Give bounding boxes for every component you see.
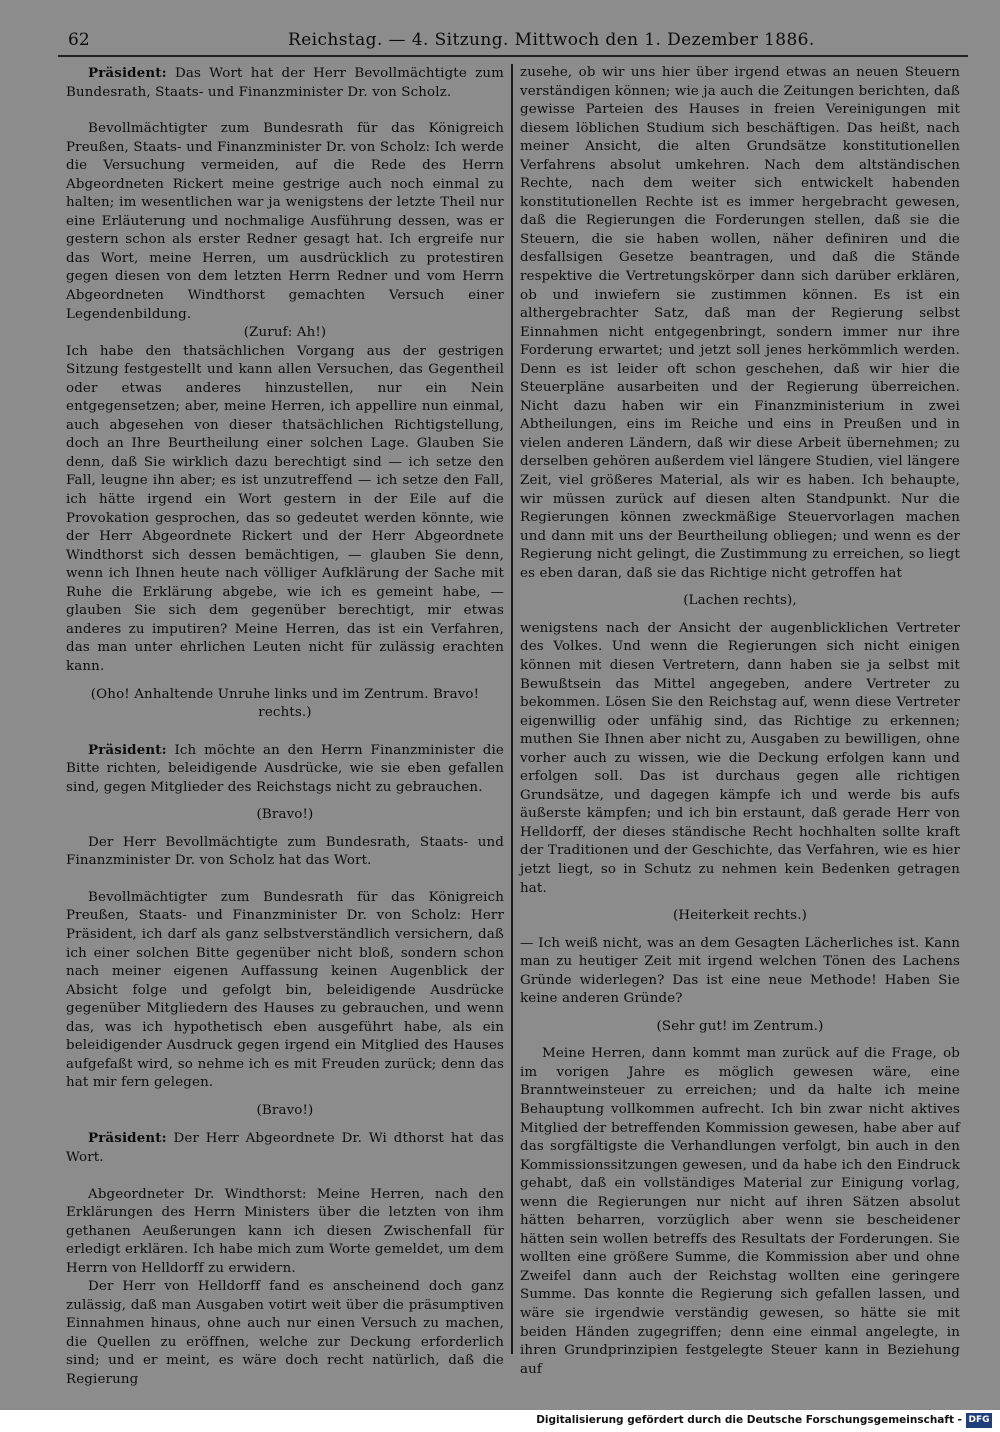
footer-bar [0,1410,1000,1432]
interjection: (Bravo!) [256,807,314,823]
paragraph: wenigstens nach der Ansicht der augenblicklichen Vertreter des Volkes. Und wenn die Regierungen sich nicht einigen können mit diesen Vertretern, dann haben sie ja selbst mit Bewußtsein das Mittel angegeben, andere Vertreter zu bekommen. Lösen Sie den Reichstag auf, wenn diese Vertreter eigenwillig oder unfähig sind, das Richtige zu erkennen; muthen Sie Ihnen aber nicht zu, Ausgaben zu bewilligen, ohne vorher auch zu wissen, wie die Deckung erfolgen kann und erfolgen soll. Das ist durchaus gegen alle richtigen Grundsätze, und dagegen kämpfe ich und werde bis aufs äußerste kämpfen; und ich bin erstaunt, daß gerade Herr von Helldorff, der dieses ständische Recht hochhalten sollte kraft der Traditionen und der Geschichte, das Verfahren, wie es hier jetzt liegt, so in Schutz zu nehmen kein Bedenken getragen hat. [520,620,960,896]
paragraph: Bevollmächtigter zum Bundesrath für das Königreich Preußen, Staats- und Finanzminister Dr. von Scholz: Ich werde die Versuchung vermeiden, auf die Rede des Herrn Abgeordneten Rickert meine gestrige auch noch einmal zu halten; im wesentlichen war ja wenigstens der letzte Theil nur eine Erläuterung und nochmalige Ausführung dessen, was er gestern schon als erster Redner gesagt hat. Ich ergreife nur das Wort, meine Herren, um ausdrücklich zu protestiren gegen diesen von dem letzten Herrn Redner und vom Herrn Abgeordneten Windthorst gemachten Versuch einer Legendenbildung. [66,121,504,322]
paragraph: zusehe, ob wir uns hier über irgend etwas an neuen Steuern verständigen können; wie ja auch die Zeitungen berichten, daß gewisse Parteien des Hauses in freien Vereinigungen mit diesem löblichen Studium sich beschäftigen. Das heißt, nach meiner Ansicht, die alten Grundsätze konstitutionellen Verfahrens absolut umkehren. Nach dem altständischen Rechte, nach dem weiter sich entwickelt habenden konstitutionellen Rechte ist es immer hergebracht gewesen, daß die Regierungen die Forderungen stellen, daß sie die Steuern, die sie haben wollen, näher definiren und die desfallsigen Gesetze beantragen, und daß die Stände respektive die Vertretungskörper dann sich darüber erklären, ob und inwiefern sie zustimmen können. Es ist ein althergebrachter Satz, daß man der Regierung selbst Einnahmen nicht entgegenbringt, sondern immer nur ihre Forderung erwartet; und jetzt soll jenes herkömmlich werden. Denn es ist leider oft schon geschehen, daß wir hier die Steuerpläne ausarbeiten und der Regierung überreichen. Nicht dazu haben wir ein Finanzministerium in zwei Abtheilungen, eins im Reiche und eins in Preußen und in vielen anderen Ländern, daß wir diese Arbeit übernehmen; zu derselben gehören außerdem viel längere Studien, viel längere Zeit, viel größeres Material, als wir es haben. Ich behaupte, wir müssen zurück auf diesen alten Standpunkt. Nur die Regierungen können zweckmäßige Steuervorlagen machen und dann mit uns der Beurtheilung obliegen; und wenn es der Regierung nicht gelingt, die Zustimmung zu erreichen, so liegt es eben daran, daß sie das Richtige nicht getroffen hat [520,65,960,581]
funding-note: Digitalisierung gefördert durch die Deutsche Forschungsgemeinschaft - [536,1414,962,1426]
speaker-label: Präsident: [88,1130,167,1147]
paragraph: Abgeordneter Dr. Windthorst: Meine Herren, nach den Erklärungen des Herrn Ministers über die letzten von ihm gethanen Aeußerungen kann ich diesen Zwischenfall für erledigt erklären. Ich habe mich zum Worte gemeldet, um dem Herrn von Helldorff zu erwidern. [66,1186,504,1276]
speaker-label: Präsident: [88,65,167,81]
paragraph: — Ich weiß nicht, was an dem Gesagten Lächerliches ist. Kann man zu heutiger Zeit mit irgend welchen Tönen des Lachens Gründe widerlegen? Das ist eine neue Methode! Haben Sie keine anderen Gründe? [520,935,960,1007]
interjection: (Bravo!) [256,1102,314,1118]
paragraph: Präsident: Das Wort hat der Herr Bevollmächtigte zum Bundesrath, Staats- und Finanzminister Dr. von Scholz. [66,65,504,100]
right-column [520,64,960,1379]
dfg-logo: DFG [966,1413,992,1428]
paragraph: Präsident: Ich möchte an den Herrn Finanzminister die Bitte richten, beleidigende Ausdrücke, wie sie eben gefallen sind, gegen Mitglieder des Reichstags nicht zu gebrauchen. [66,741,504,795]
paragraph: Der Herr von Helldorff fand es anscheinend doch ganz zulässig, daß man Ausgaben votirt weit über die präsumptiven Einnahmen hinaus, ohne auch nur einen Versuch zu machen, die Quellen zu eröffnen, welche zur Deckung erforderlich sind; und er meint, es wäre doch recht natürlich, daß die Regierung [66,1279,504,1387]
page-header [58,28,958,52]
page-number: 62 [68,30,90,50]
paragraph: Präsident: Der Herr Abgeordnete Dr. Wi dthorst hat das Wort. [66,1130,504,1165]
paragraph: Meine Herren, dann kommt man zurück auf die Frage, ob im vorigen Jahre es möglich gewesen wäre, eine Branntweinsteuer zu erreichen; und da halte ich meine Behauptung vollkommen aufrecht. Ich bin zwar nicht aktives Mitglied der betreffenden Kommission gewesen, habe aber auf das sorgfältigste die Verhandlungen verfolgt, bin auch in den Kommissionssitzungen gewesen, und da habe ich den Eindruck gehabt, daß ein vollständiges Material zur Einigung vorlag, wenn die Regierungen nur nicht auf ihren Sätzen absolut hätten beharren, vorzüglich aber wenn sie bescheidener hätten sein wollen betreffs des Resultats der Forderungen. Sie wollten eine größere Summe, die Kommission aber und ohne Zweifel dann auch der Reichstag wollten eine geringere Summe. Das konnte die Regierung sich gefallen lassen, und wäre sie irgendwie verständig gewesen, so hätte sie mit beiden Händen zugegriffen; denn eine einmal angelegte, in ihren Grundprinzipien festgelegte Steuer kann in Beziehung auf [520,1046,960,1377]
interjection: (Lachen rechts), [683,593,797,609]
interjection: (Zuruf: Ah!) [243,325,327,341]
left-column [66,64,504,1390]
header-rule [58,55,968,57]
speaker-label: Präsident: [88,741,167,758]
running-title: Reichstag. — 4. Sitzung. Mittwoch den 1. Dezember 1886. [288,30,815,50]
paragraph: Ich habe den thatsächlichen Vorgang aus der gestrigen Sitzung festgestellt und kann allen Versuchen, das Gegentheil oder etwas anderes hinzustellen, nur ein Nein entgegensetzen; aber, meine Herren, ich appellire nun einmal, auch abgesehen von dieser thatsächlichen Richtigstellung, doch an Ihre Beurtheilung einer solchen Lage. Glauben Sie denn, daß Sie wirklich dazu berechtigt sind — ich setze den Fall, leugne ihn aber; es ist unzutreffend — ich setze den Fall, ich hätte irgend ein Wort gestern in der Eile auf die Provokation gesprochen, das so gedeutet werden könnte, wie der Herr Abgeordnete Rickert und der Herr Abgeordnete Windthorst sich dessen bemächtigen, — glauben Sie denn, wenn ich Ihnen heute nach völliger Aufklärung der Sache mit Ruhe die Erklärung abgebe, wie ich es gemeint habe, — glauben Sie sich dem gegenüber berechtigt, mir etwas anderes zu imputiren? Meine Herren, das ist ein Verfahren, das man unter ehrlichen Leuten nicht für zulässig erachten kann. [66,343,504,674]
interjection: (Sehr gut! im Zentrum.) [656,1018,824,1034]
interjection: (Oho! Anhaltende Unruhe links und im Zentrum. Bravo! rechts.) [90,686,480,721]
interjection: (Heiterkeit rechts.) [673,908,807,924]
paragraph: Bevollmächtigter zum Bundesrath für das Königreich Preußen, Staats- und Finanzminister Dr. von Scholz: Herr Präsident, ich darf als ganz selbstverständlich versichern, daß ich einer solchen Bitte gegenüber nicht bloß, sondern schon nach meiner eigenen Auffassung keinen Augenblick der Absicht folge und gefolgt bin, beleidigende Ausdrücke gegenüber Mitgliedern des Hauses zu gebrauchen, und wenn das, was ich hypothetisch eben ausgeführt habe, als ein beleidigender Ausdruck gegen irgend ein Mitglied des Hauses aufgefaßt wird, so nehme ich es mit Freuden zurück; denn das hat mir fern gelegen. [66,889,504,1091]
column-divider [511,64,513,1354]
paragraph: Der Herr Bevollmächtigte zum Bundesrath, Staats- und Finanzminister Dr. von Scholz hat das Wort. [66,834,504,869]
